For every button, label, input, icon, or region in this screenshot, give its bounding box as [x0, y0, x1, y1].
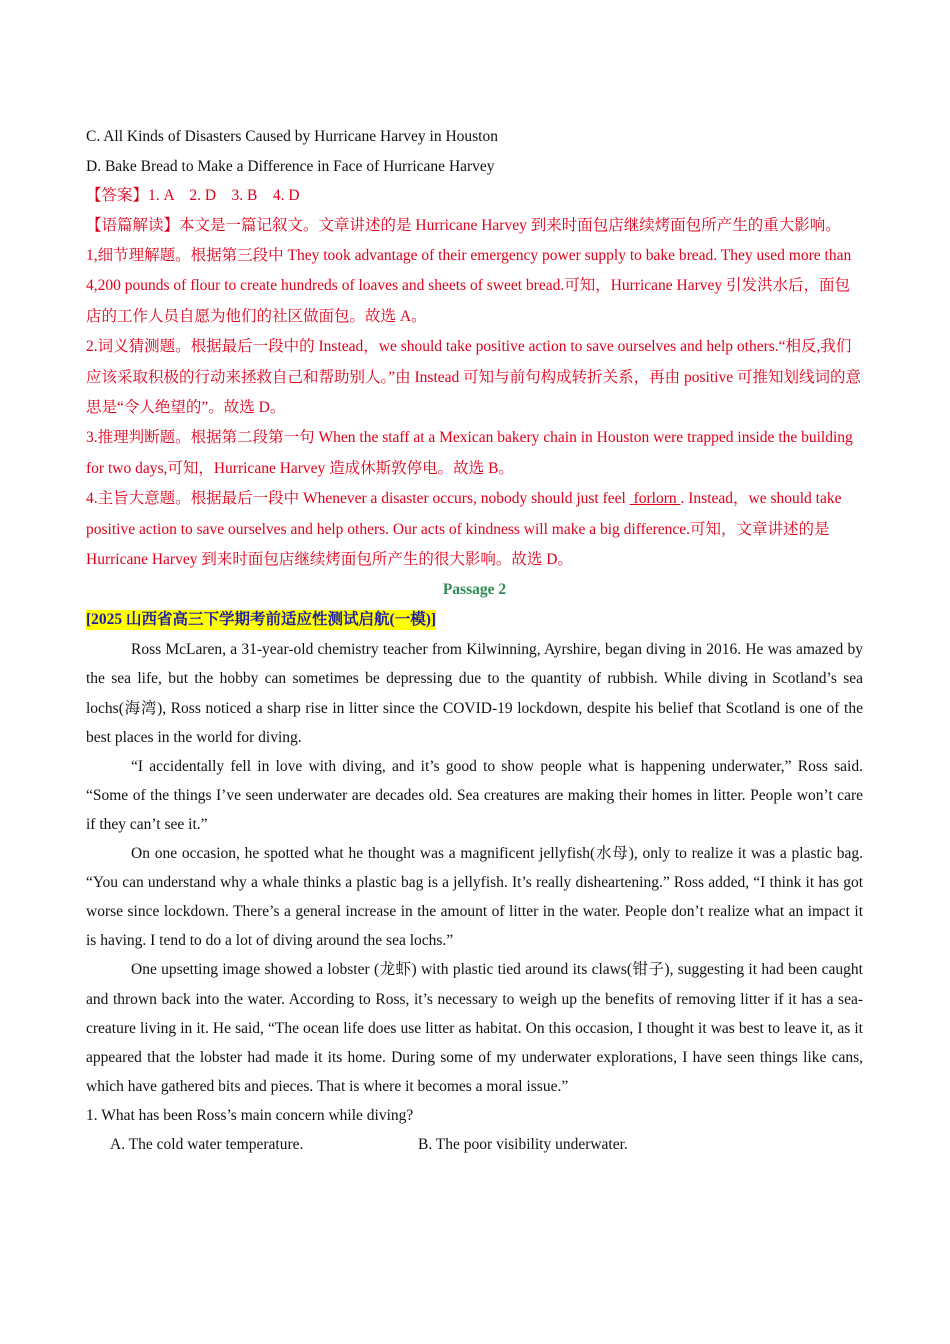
passage-paragraph: Ross McLaren, a 31-year-old chemistry teacher from Kilwinning, Ayrshire, began diving in 2016. He was amazed by the sea life, but the hobby can sometimes be depressing due to the quantity of rubbish. While diving in Scotland’s sea lochs(海湾), Ross noticed a sharp rise in litter since the COVID-19 lockdown, despite his belief that Scotland is one of the best places in the world for diving. — [86, 641, 863, 746]
passage-paragraph: “I accidentally fell in love with diving, and it’s good to show people what is happening underwater,” Ross said. “Some of the things I’ve seen underwater are decades old. Sea creatures are making their homes in litter. People won’t care if they can’t see it.” — [86, 757, 863, 833]
option-a: A. The cold water temperature. — [110, 1136, 304, 1154]
document-content — [86, 122, 863, 1159]
question-1-stem: 1. What has been Ross’s main concern while diving? — [86, 1106, 414, 1124]
previous-option-c: C. All Kinds of Disasters Caused by Hurricane Harvey in Houston — [86, 128, 498, 145]
analysis-question-3: 3.推理判断题。根据第二段第一句 When the staff at a Mexican bakery chain in Houston were trapped inside the building for two days,可知，Hurricane Harvey 造成休斯敦停电。故选 B。 — [86, 429, 853, 477]
analysis-question-2: 2.词义猜测题。根据最后一段中的 Instead，we should take positive action to save ourselves and help others.“相反,我们应该采取积极的行动来拯救自己和帮助别人。”由 Instead 可知与前句构成转折关系，再由 positive 可推知划线词的意思是“令人绝望的”。故选 D。 — [86, 338, 861, 416]
analysis-question-4 — [86, 484, 863, 575]
underlined-word: forlorn — [629, 490, 681, 508]
analysis-question-1: 1,细节理解题。根据第三段中 They took advantage of their emergency power supply to bake bread. They used more than 4,200 pounds of flour to create hundreds of loaves and sheets of sweet bread.可知，Hurricane Harvey 引发洪水后，面包店的工作人员自愿为他们的社区做面包。故选 A。 — [86, 246, 852, 325]
passage-paragraph: One upsetting image showed a lobster (龙虾) with plastic tied around its claws(钳子), suggesting it had been caught and thrown back into the water. According to Ross, it’s necessary to weigh up the benefits of removing litter if it has a sea-creature living in it. He said, “The ocean life does use litter as habitat. On this occasion, I thought it was best to leave it, as it appeared that the lobster had made it its home. During some of my underwater explorations, I have seen things like cans, which have gathered bits and pieces. That is where it becomes a moral issue.” — [86, 961, 863, 1095]
analysis-q4-lead: 4.主旨大意题。根据最后一段中 Whenever a disaster occurs, nobody should just feel — [86, 490, 630, 508]
question-1-options — [86, 1130, 863, 1159]
analysis-q4-rest: . Instead，we should take positive action to save ourselves and help others. Our acts of kindness will make a big difference.可知，文章讲述的是 Hurricane Harvey 到来时面包店继续烤面包所产生的很大影响。故选 D。 — [86, 490, 842, 568]
passage-title: Passage 2 — [442, 581, 507, 599]
answer-key: 【答案】1. A 2. D 3. B 4. D — [86, 187, 300, 204]
source-label: [2025 山西省高三下学期考前适应性测试启航(一模)] — [86, 611, 437, 629]
passage-paragraph: On one occasion, he spotted what he thought was a magnificent jellyfish(水母), only to realize it was a plastic bag. “You can understand why a whale thinks a plastic bag is a jellyfish. It’s really disheartening.” Ross added, “I think it has got worse since lockdown. There’s a general increase in the amount of litter in the water. People don’t realize what an impact it is having. I tend to do a lot of diving around the sea lochs.” — [86, 845, 863, 950]
option-b: B. The poor visibility underwater. — [418, 1136, 628, 1154]
analysis-intro: 【语篇解读】本文是一篇记叙文。文章讲述的是 Hurricane Harvey 到来时面包店继续烤面包所产生的重大影响。 — [86, 216, 841, 234]
previous-option-d: D. Bake Bread to Make a Difference in Face of Hurricane Harvey — [86, 157, 495, 175]
